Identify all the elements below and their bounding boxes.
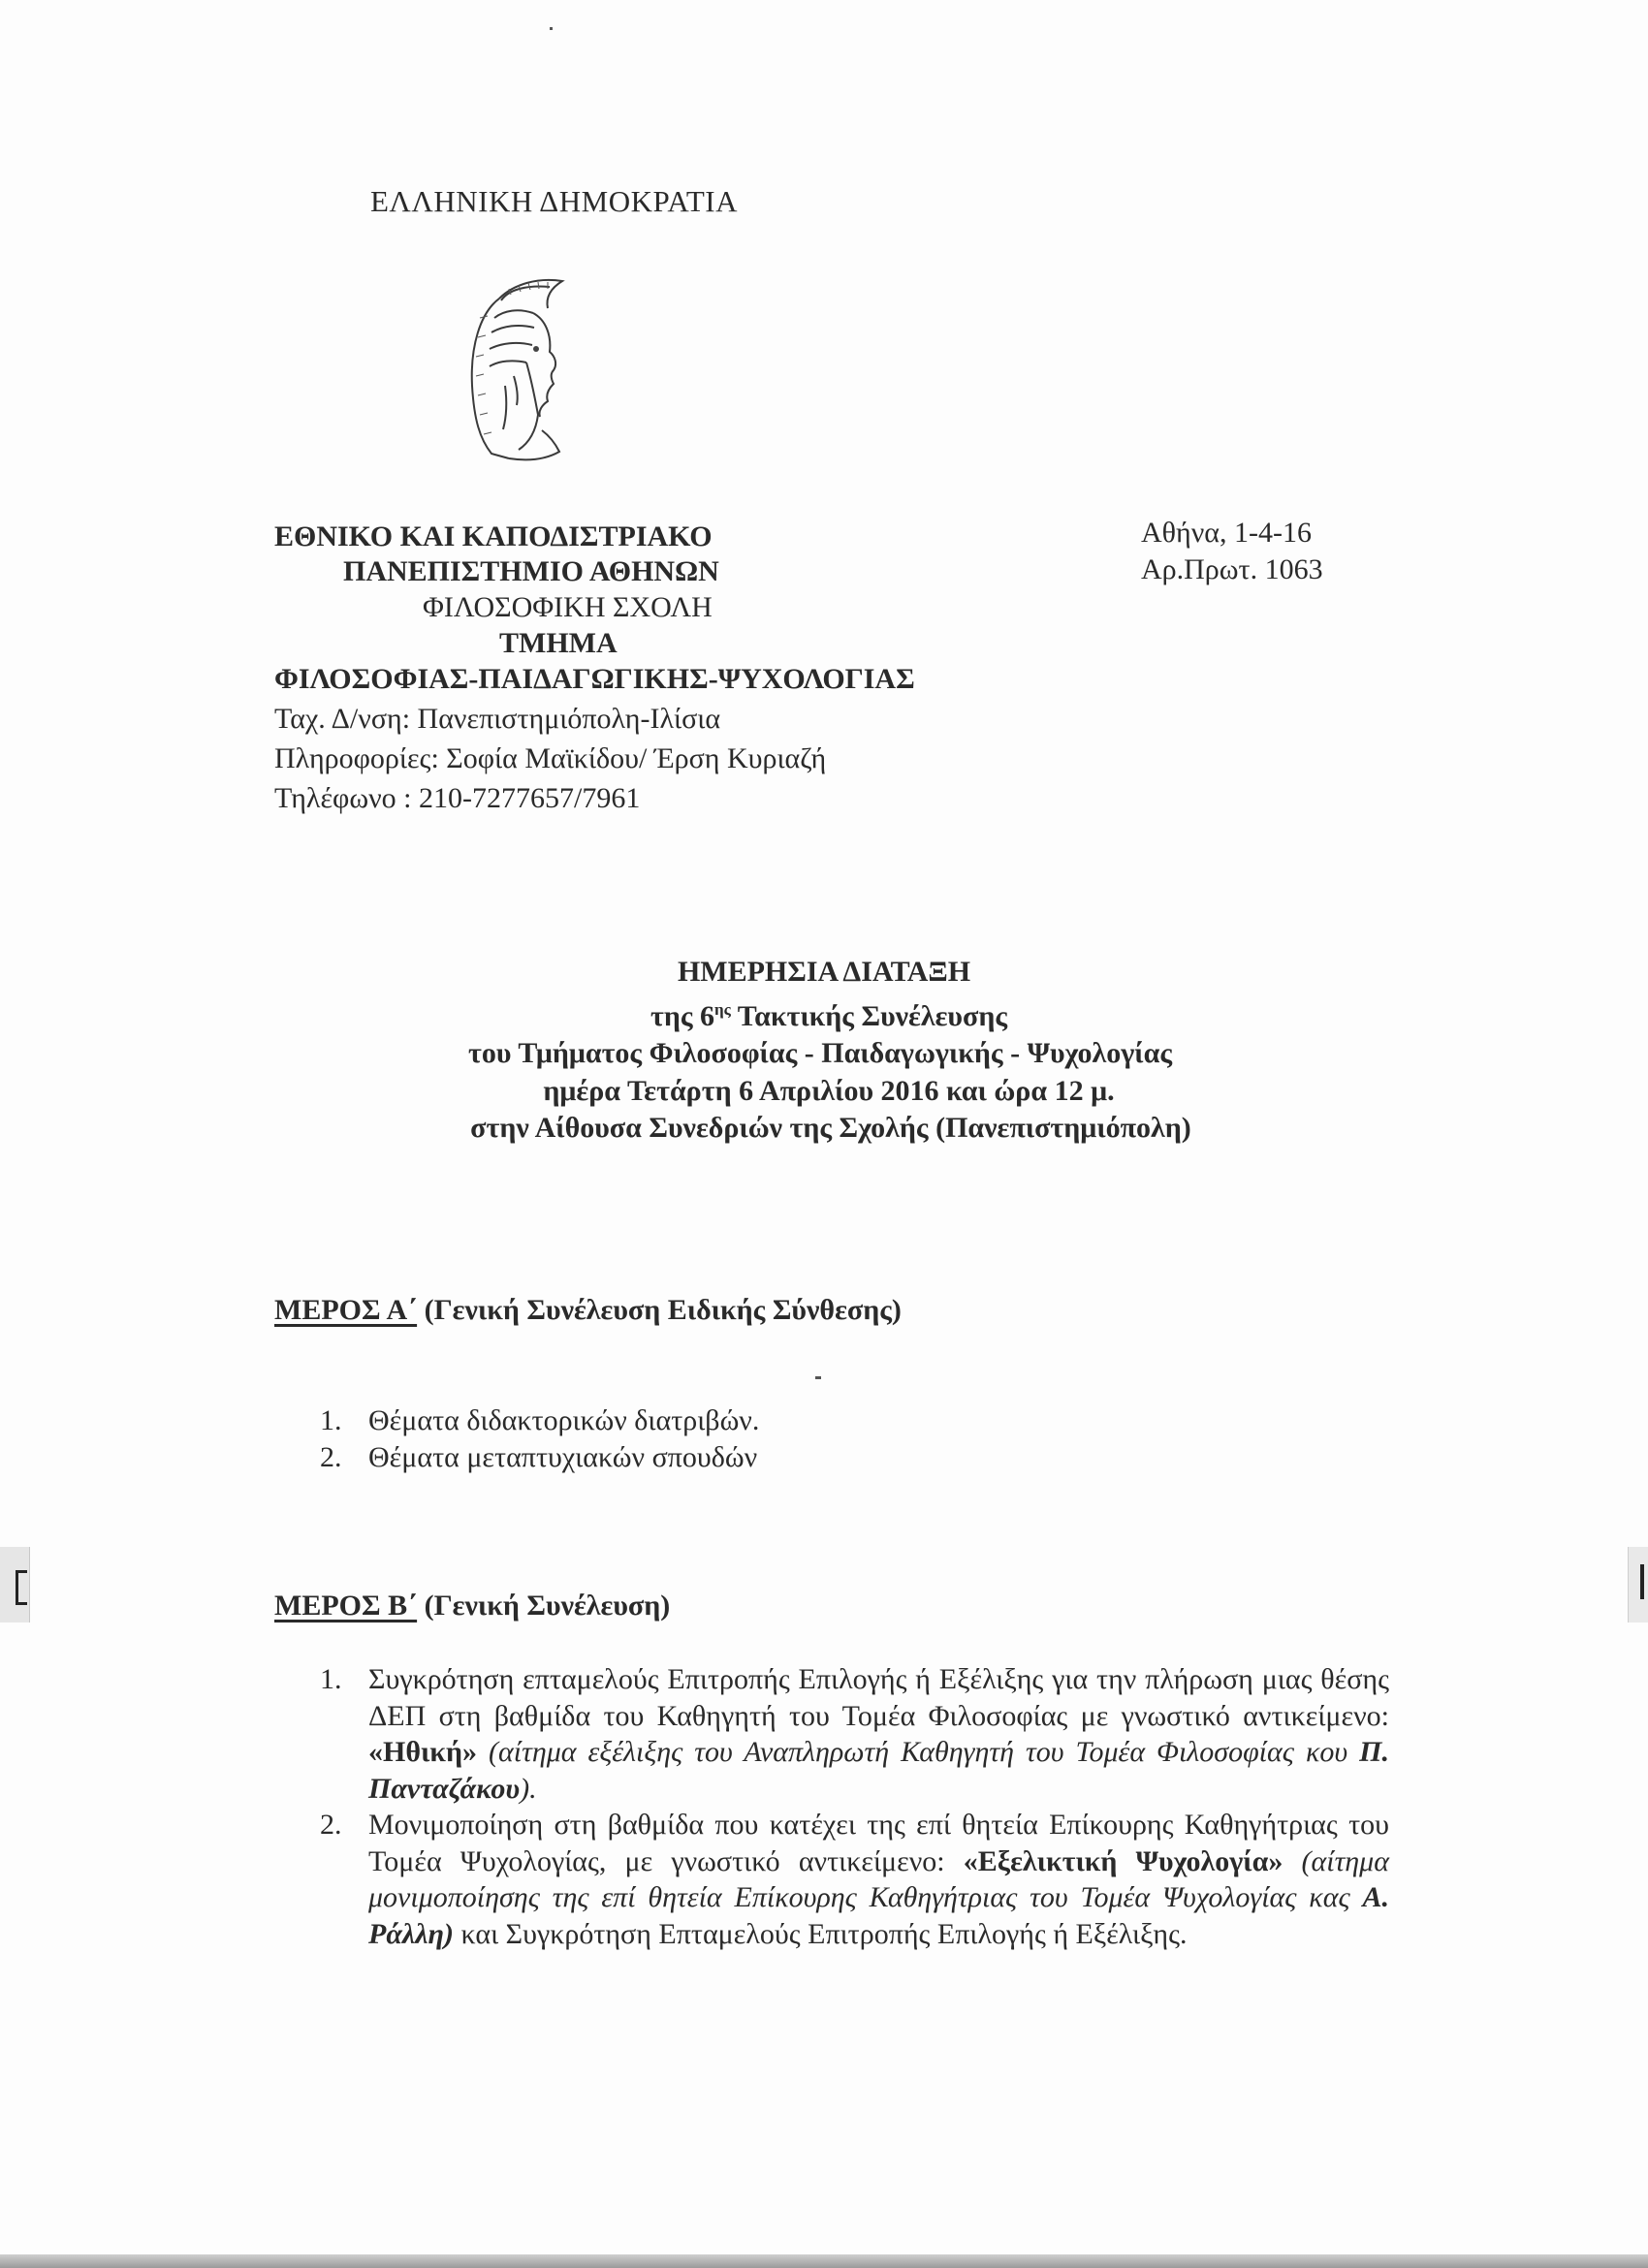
item-text-segment: Συγκρότηση επταμελούς Επιτροπής Επιλογής ή Εξέλιξης για την πλήρωση μιας θέσης ΔΕΠ στη βαθμίδα του Καθηγητή του Τομέα Φιλοσοφίας με γνωστικό αντικείμενο: [368, 1663, 1389, 1732]
list-item-text: Θέματα διδακτορικών διατριβών. [368, 1404, 760, 1436]
protocol-number: Αρ.Πρωτ. 1063 [1141, 553, 1323, 585]
part-a-list [274, 1402, 1389, 1475]
university-name-line1: ΕΘΝΙΚΟ ΚΑΙ ΚΑΠΟΔΙΣΤΡΙΑΚΟ [274, 520, 713, 552]
phone-number: Τηλέφωνο : 210-7277657/7961 [274, 782, 641, 814]
athena-emblem-icon [441, 260, 591, 473]
part-b-list [274, 1661, 1389, 1952]
item-text-segment-end: και Συγκρότηση Επταμελούς Επιτροπής Επιλογής ή Εξέλιξης. [454, 1917, 1188, 1950]
agenda-datetime-line: ημέρα Τετάρτη 6 Απριλίου 2016 και ώρα 12 μ. [543, 1074, 1115, 1107]
agenda-department-line: του Τμήματος Φιλοσοφίας - Παιδαγωγικής - Ψυχολογίας [468, 1037, 1172, 1069]
part-b-label: ΜΕΡΟΣ Β΄ [274, 1590, 418, 1622]
list-item-number: 2. [320, 1440, 342, 1473]
country-heading: ΕΛΛΗΝΙΚΗ ΔΗΜΟΚΡΑΤΙΑ [370, 184, 739, 218]
department-label: ΤΜΗΜΑ [499, 627, 618, 659]
part-b-heading [274, 1590, 670, 1622]
person-name: Α. Ράλλη) [368, 1881, 1389, 1950]
agenda-meeting-line [5, 992, 1648, 1036]
list-item-number: 1. [320, 1663, 342, 1695]
person-name: Π. Πανταζάκου [368, 1736, 1389, 1805]
part-a-heading [274, 1294, 902, 1327]
scan-speck [550, 27, 553, 30]
list-item-text [368, 1661, 1389, 1807]
list-item-text: Θέματα μεταπτυχιακών σπουδών [368, 1440, 758, 1473]
part-a-label: ΜΕΡΟΣ Α΄ [274, 1294, 418, 1326]
item-note: (αίτημα εξέλιξης του Αναπληρωτή Καθηγητή του Τομέα Φιλοσοφίας κου [477, 1736, 1360, 1768]
list-item-text [368, 1807, 1389, 1952]
binder-clip-left [16, 1570, 27, 1605]
binder-clip-right [1640, 1564, 1644, 1599]
part-a-subtitle: (Γενική Συνέλευση Ειδικής Σύνθεσης) [417, 1294, 902, 1326]
scan-edge-right [1628, 1547, 1648, 1622]
item-text-segment: Μονιμοποίηση στη βαθμίδα που κατέχει της επί θητεία Επίκουρης Καθηγήτριας του Τομέα Ψυχολογίας, με γνωστικό αντικείμενο: [368, 1809, 1389, 1877]
list-item-number: 1. [320, 1404, 342, 1436]
scan-bottom-edge [0, 2254, 1648, 2268]
agenda-heading [0, 954, 1648, 1148]
agenda-title: ΗΜΕΡΗΣΙΑ ΔΙΑΤΑΞΗ [677, 956, 971, 988]
postal-address: Ταχ. Δ/νση: Πανεπιστημιόπολη-Ιλίσια [274, 703, 721, 735]
contact-info: Πληροφορίες: Σοφία Μαϊκίδου/ Έρση Κυριαζή [274, 742, 827, 774]
part-b-subtitle: (Γενική Συνέλευση) [417, 1590, 671, 1622]
agenda-location-line: στην Αίθουσα Συνεδριών της Σχολής (Πανεπιστημιόπολη) [470, 1112, 1191, 1144]
scan-speck [815, 1376, 821, 1379]
department-name: ΦΙΛΟΣΟΦΙΑΣ-ΠΑΙΔΑΓΩΓΙΚΗΣ-ΨΥΧΟΛΟΓΙΑΣ [274, 663, 915, 695]
school-name: ΦΙΛΟΣΟΦΙΚΗ ΣΧΟΛΗ [423, 591, 713, 623]
subject-developmental-psychology: «Εξελικτική Ψυχολογία» [963, 1844, 1284, 1877]
list-item [274, 1807, 1389, 1952]
item-note-end: ). [520, 1772, 537, 1805]
item-note: (αίτημα μονιμοποίησης της επί θητεία Επίκουρης Καθηγήτριας του Τομέα Ψυχολογίας κας [368, 1844, 1389, 1913]
meeting-ordinal-suffix: ης [714, 999, 731, 1019]
meeting-type: Τακτικής Συνέλευσης [730, 999, 1008, 1032]
list-item-number: 2. [320, 1809, 342, 1841]
meeting-number: της 6 [650, 999, 715, 1032]
list-item [274, 1661, 1389, 1807]
list-item [274, 1402, 1389, 1439]
list-item [274, 1439, 1389, 1476]
document-date: Αθήνα, 1-4-16 [1141, 517, 1312, 549]
university-name-line2: ΠΑΝΕΠΙΣΤΗΜΙΟ ΑΘΗΝΩΝ [343, 555, 719, 587]
subject-ethics: «Ηθική» [368, 1736, 477, 1768]
